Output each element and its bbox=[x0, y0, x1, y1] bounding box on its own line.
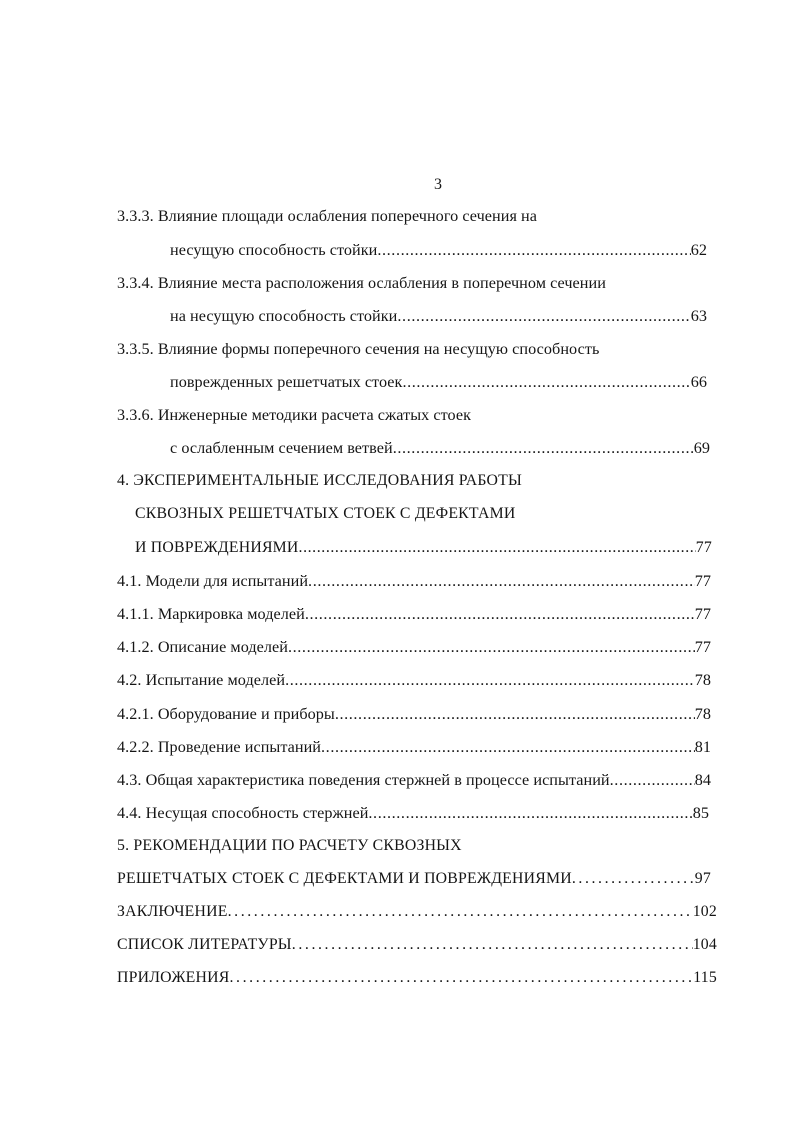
dot-leader bbox=[321, 736, 695, 758]
toc-entry-text: 4.2. Испытание моделей bbox=[117, 671, 286, 689]
toc-page-number: 63 bbox=[690, 307, 707, 325]
dot-leader bbox=[397, 305, 690, 327]
dot-leader bbox=[377, 239, 690, 261]
toc-entry-text: РЕШЕТЧАТЫХ СТОЕК С ДЕФЕКТАМИ И ПОВРЕЖДЕНИЯМИ bbox=[117, 870, 572, 887]
toc-entry-3-3-3-title: 3.3.3. Влияние площади ослабления поперечного сечения на bbox=[117, 207, 538, 225]
dot-leader bbox=[572, 868, 695, 890]
toc-chapter-5-title: 5. РЕКОМЕНДАЦИИ ПО РАСЧЕТУ СКВОЗНЫХ bbox=[117, 837, 462, 854]
toc-page-number: 78 bbox=[694, 705, 711, 723]
toc-entry-text: 4.1.2. Описание моделей bbox=[117, 638, 288, 656]
toc-entry-3-3-5-continuation bbox=[170, 371, 707, 393]
toc-page-number: 115 bbox=[693, 969, 717, 986]
toc-entry-text: 4.2.1. Оборудование и приборы bbox=[117, 705, 335, 723]
dot-leader bbox=[299, 537, 696, 559]
toc-entry-4-3 bbox=[117, 769, 711, 791]
toc-page-number: 81 bbox=[694, 738, 711, 756]
toc-entry-4-2-2 bbox=[117, 736, 711, 758]
toc-entry-3-3-6-continuation bbox=[170, 437, 710, 459]
toc-chapter-4-title: 4. ЭКСПЕРИМЕНТАЛЬНЫЕ ИССЛЕДОВАНИЯ РАБОТЫ bbox=[117, 472, 522, 489]
dot-leader bbox=[288, 636, 695, 658]
toc-page-number: 62 bbox=[690, 241, 707, 259]
toc-entry-text: 4.3. Общая характеристика поведения стержней в процессе испытаний bbox=[117, 771, 610, 789]
toc-entry-4-1-1 bbox=[117, 603, 711, 625]
toc-entry-conclusion bbox=[117, 901, 717, 923]
toc-entry-references bbox=[117, 934, 717, 956]
toc-entry-text: на несущую способность стойки bbox=[170, 307, 398, 325]
toc-entry-appendices bbox=[117, 967, 717, 989]
toc-chapter-4-continuation bbox=[135, 537, 712, 559]
dot-leader bbox=[305, 603, 695, 625]
toc-entry-text: ПРИЛОЖЕНИЯ bbox=[117, 969, 230, 986]
dot-leader bbox=[285, 669, 695, 691]
toc-entry-4-4 bbox=[117, 802, 709, 824]
toc-page-number: 77 bbox=[695, 539, 712, 556]
toc-entry-text: ЗАКЛЮЧЕНИЕ bbox=[117, 903, 228, 920]
dot-leader bbox=[610, 769, 695, 791]
toc-page-number: 77 bbox=[694, 605, 711, 623]
toc-entry-text: поврежденных решетчатых стоек bbox=[170, 373, 403, 391]
toc-page-number: 84 bbox=[694, 771, 711, 789]
toc-entry-text: несущую способность стойки bbox=[170, 241, 378, 259]
toc-page-number: 77 bbox=[694, 638, 711, 656]
dot-leader bbox=[228, 901, 693, 923]
toc-entry-text: 4.2.2. Проведение испытаний bbox=[117, 738, 322, 756]
dot-leader bbox=[402, 371, 690, 393]
toc-chapter-4-title-line-2: СКВОЗНЫХ РЕШЕТЧАТЫХ СТОЕК С ДЕФЕКТАМИ bbox=[135, 505, 516, 522]
toc-page-number: 78 bbox=[694, 671, 711, 689]
toc-page-number: 66 bbox=[690, 373, 707, 391]
toc-entry-3-3-4-continuation bbox=[170, 305, 707, 327]
toc-entry-4-1-2 bbox=[117, 636, 711, 658]
toc-page-number: 104 bbox=[692, 936, 717, 953]
dot-leader bbox=[393, 437, 694, 459]
toc-entry-4-2-1 bbox=[117, 703, 711, 725]
toc-entry-3-3-3-continuation bbox=[170, 239, 707, 261]
toc-page-number: 85 bbox=[692, 804, 709, 822]
toc-entry-3-3-6-title: 3.3.6. Инженерные методики расчета сжатых стоек bbox=[117, 406, 472, 424]
toc-entry-3-3-4-title: 3.3.4. Влияние места расположения ослабления в поперечном сечении bbox=[117, 274, 606, 292]
toc-entry-text: 4.4. Несущая способность стержней bbox=[117, 804, 369, 822]
toc-entry-4-1 bbox=[117, 570, 711, 592]
dot-leader bbox=[368, 802, 692, 824]
toc-entry-text: СПИСОК ЛИТЕРАТУРЫ bbox=[117, 936, 292, 953]
toc-entry-text: 4.1. Модели для испытаний bbox=[117, 572, 309, 590]
toc-chapter-5-continuation bbox=[117, 868, 711, 890]
toc-page-number: 69 bbox=[693, 439, 710, 457]
toc-entry-4-2 bbox=[117, 669, 711, 691]
dot-leader bbox=[308, 570, 695, 592]
toc-entry-text: с ослабленным сечением ветвей bbox=[170, 439, 393, 457]
dot-leader bbox=[335, 703, 695, 725]
toc-entry-text: 4.1.1. Маркировка моделей bbox=[117, 605, 305, 623]
dot-leader bbox=[292, 934, 693, 956]
toc-page-number: 77 bbox=[694, 572, 711, 590]
toc-page-number: 97 bbox=[694, 870, 711, 887]
page-number: 3 bbox=[434, 176, 442, 193]
dot-leader bbox=[230, 967, 694, 989]
toc-entry-text: И ПОВРЕЖДЕНИЯМИ bbox=[135, 539, 299, 556]
toc-entry-3-3-5-title: 3.3.5. Влияние формы поперечного сечения на несущую способность bbox=[117, 340, 600, 358]
toc-page-number: 102 bbox=[692, 903, 717, 920]
